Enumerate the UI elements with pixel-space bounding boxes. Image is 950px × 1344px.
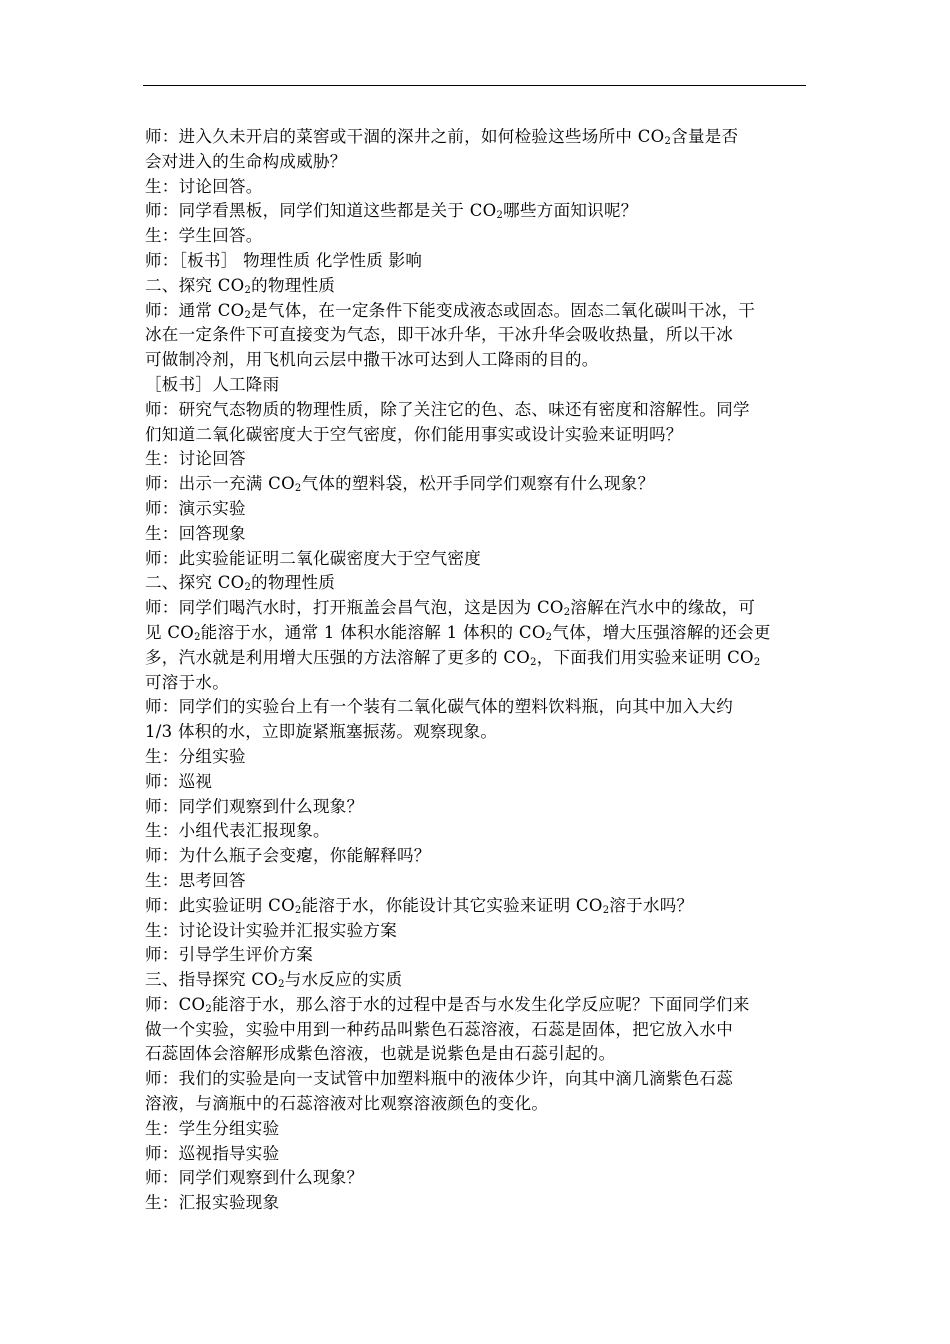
text-line [145,125,809,150]
subscript: 2 [244,582,252,594]
text-line [145,596,809,621]
text-run: 气体的塑料袋，松开手同学们观察有什么现象？ [301,474,655,494]
text-run: 生：学生分组实验 [145,1118,280,1138]
subscript: 2 [205,1003,213,1015]
subscript: 2 [664,136,672,147]
text-line [145,745,809,770]
text-line [145,720,809,745]
text-line [145,1018,809,1043]
subscript: 2 [545,631,553,643]
text-run: 的物理性质 [251,275,336,295]
text-line [145,348,809,373]
text-line [145,323,809,348]
text-line [145,795,809,820]
text-run: 师：同学看黑板，同学们知道这些都是关于 CO [145,201,497,221]
text-line [145,844,809,869]
text-run: 生：小组代表汇报现象。 [145,821,330,841]
text-run: 可做制冷剂，用飞机向云层中撒干冰可达到人工降雨的目的。 [145,350,599,370]
text-run: 师：研究气态物质的物理性质，除了关注它的色、态、味还有密度和溶解性。同学 [145,399,750,419]
text-run: 师：此实验能证明二氧化碳密度大于空气密度 [145,548,481,568]
subscript: 2 [294,904,302,916]
text-run: 生：思考回答 [145,870,246,890]
text-line [145,869,809,894]
text-run: 生：汇报实验现象 [145,1193,280,1213]
subscript: 2 [563,607,571,619]
text-run: 气体，增大压强溶解的还会更 [552,622,771,642]
text-line [145,1067,809,1092]
text-run: 二、探究 CO [145,275,245,295]
text-line [145,1142,809,1167]
text-run: 见 CO [145,622,195,642]
text-line [145,943,809,968]
text-run: 可溶于水。 [145,672,229,692]
text-line [145,1092,809,1117]
text-line [145,224,809,249]
text-run: 溶液，与滴瓶中的石蕊溶液对比观察溶液颜色的变化。 [145,1094,549,1114]
text-line [145,472,809,497]
text-run: 师：通常 CO [145,300,245,320]
text-run: 师：同学们的实验台上有一个装有二氧化碳气体的塑料饮料瓶，向其中加入大约 [145,697,733,717]
text-run: ［板书］人工降雨 [145,374,280,394]
text-run: 能溶于水，通常 1 体积水能溶解 1 体积的 CO [200,622,546,642]
text-line [145,993,809,1018]
text-run: 1/3 体积的水，立即旋紧瓶塞振荡。观察现象。 [145,722,498,742]
text-line [145,695,809,720]
text-run: 生：讨论回答。 [145,176,263,196]
text-line [145,447,809,472]
subscript: 2 [294,483,302,495]
text-run: 冰在一定条件下可直接变为气态，即干冰升华，干冰升华会吸收热量，所以干冰 [145,325,733,345]
text-run: 师：演示实验 [145,498,246,518]
text-line [145,819,809,844]
text-line [145,373,809,398]
text-run: 师：此实验证明 CO [145,895,295,915]
text-line [145,175,809,200]
text-run: 能溶于水，那么溶于水的过程中是否与水发生化学反应呢？下面同学们来 [212,994,750,1014]
text-run: 师：为什么瓶子会变瘪，你能解释吗？ [145,846,431,866]
text-run: ，下面我们用实验来证明 CO [536,647,754,667]
text-run: 师：巡视 [145,771,213,791]
text-run: 师：出示一充满 CO [145,474,295,494]
text-line [145,1042,809,1067]
text-line [145,423,809,448]
text-line [145,497,809,522]
text-run: 们知道二氧化碳密度大于空气密度，你们能用事实或设计实验来证明吗？ [145,424,683,444]
text-run: 生：分组实验 [145,746,246,766]
text-line [145,547,809,572]
text-run: 会对进入的生命构成威胁？ [145,151,347,171]
text-run: 溶于水吗？ [609,895,694,915]
text-line [145,398,809,423]
text-line [145,274,809,299]
text-run: 的物理性质 [251,573,336,593]
text-run: 师：巡视指导实验 [145,1143,280,1163]
text-line [145,894,809,919]
text-run: 师：进入久未开启的菜窖或干涸的深井之前，如何检验这些场所中 CO [145,127,665,146]
text-line [145,1166,809,1191]
text-run: 二、探究 CO [145,573,245,593]
text-run: 含量是否 [671,127,739,146]
text-line [145,671,809,696]
text-run: 溶解在汽水中的缘故，可 [570,598,756,618]
subscript: 2 [530,656,537,668]
text-run: 三、指导探究 CO [145,970,279,990]
text-line [145,1191,809,1216]
text-line [145,150,809,175]
document-body [145,125,809,1216]
subscript: 2 [194,631,201,643]
text-run: 哪些方面知识呢？ [503,201,638,221]
subscript: 2 [244,284,252,296]
text-run: 师：同学们观察到什么现象？ [145,1168,364,1188]
text-line [145,919,809,944]
header-rule [143,85,806,86]
text-line [145,770,809,795]
subscript: 2 [278,979,285,991]
text-run: 能溶于水，你能设计其它实验来证明 CO [301,895,603,915]
text-line [145,621,809,646]
text-run: 生：学生回答。 [145,226,263,246]
text-run: 多，汽水就是利用增大压强的方法溶解了更多的 CO [145,647,531,667]
text-run: 与水反应的实质 [284,970,403,990]
text-line [145,1117,809,1142]
text-run: 师：引导学生评价方案 [145,945,313,965]
text-line [145,522,809,547]
text-run: 师：我们的实验是向一支试管中加塑料瓶中的液体少许，向其中滴几滴紫色石蕊 [145,1069,733,1089]
text-line [145,646,809,671]
subscript: 2 [244,309,252,321]
text-run: 师：同学们喝汽水时，打开瓶盖会昌气泡，这是因为 CO [145,598,564,618]
text-run: 是气体，在一定条件下能变成液态或固态。固态二氧化碳叫干冰，干 [251,300,756,320]
text-line [145,571,809,596]
subscript: 2 [496,210,504,222]
text-line [145,968,809,993]
text-run: 做一个实验，实验中用到一种药品叫紫色石蕊溶液，石蕊是固体，把它放入水中 [145,1019,733,1039]
subscript: 2 [753,656,761,668]
text-run: 师：同学们观察到什么现象？ [145,796,364,816]
text-line [145,299,809,324]
subscript: 2 [602,904,610,916]
text-run: 生：讨论设计实验并汇报实验方案 [145,920,397,940]
text-run: 石蕊固体会溶解形成紫色溶液，也就是说紫色是由石蕊引起的。 [145,1044,616,1064]
text-run: 师：［板书］ 物理性质 化学性质 影响 [145,250,423,270]
text-run: 生：回答现象 [145,523,246,543]
text-run: 师：CO [145,994,206,1014]
text-line [145,199,809,224]
text-run: 生：讨论回答 [145,449,246,469]
text-line [145,249,809,274]
